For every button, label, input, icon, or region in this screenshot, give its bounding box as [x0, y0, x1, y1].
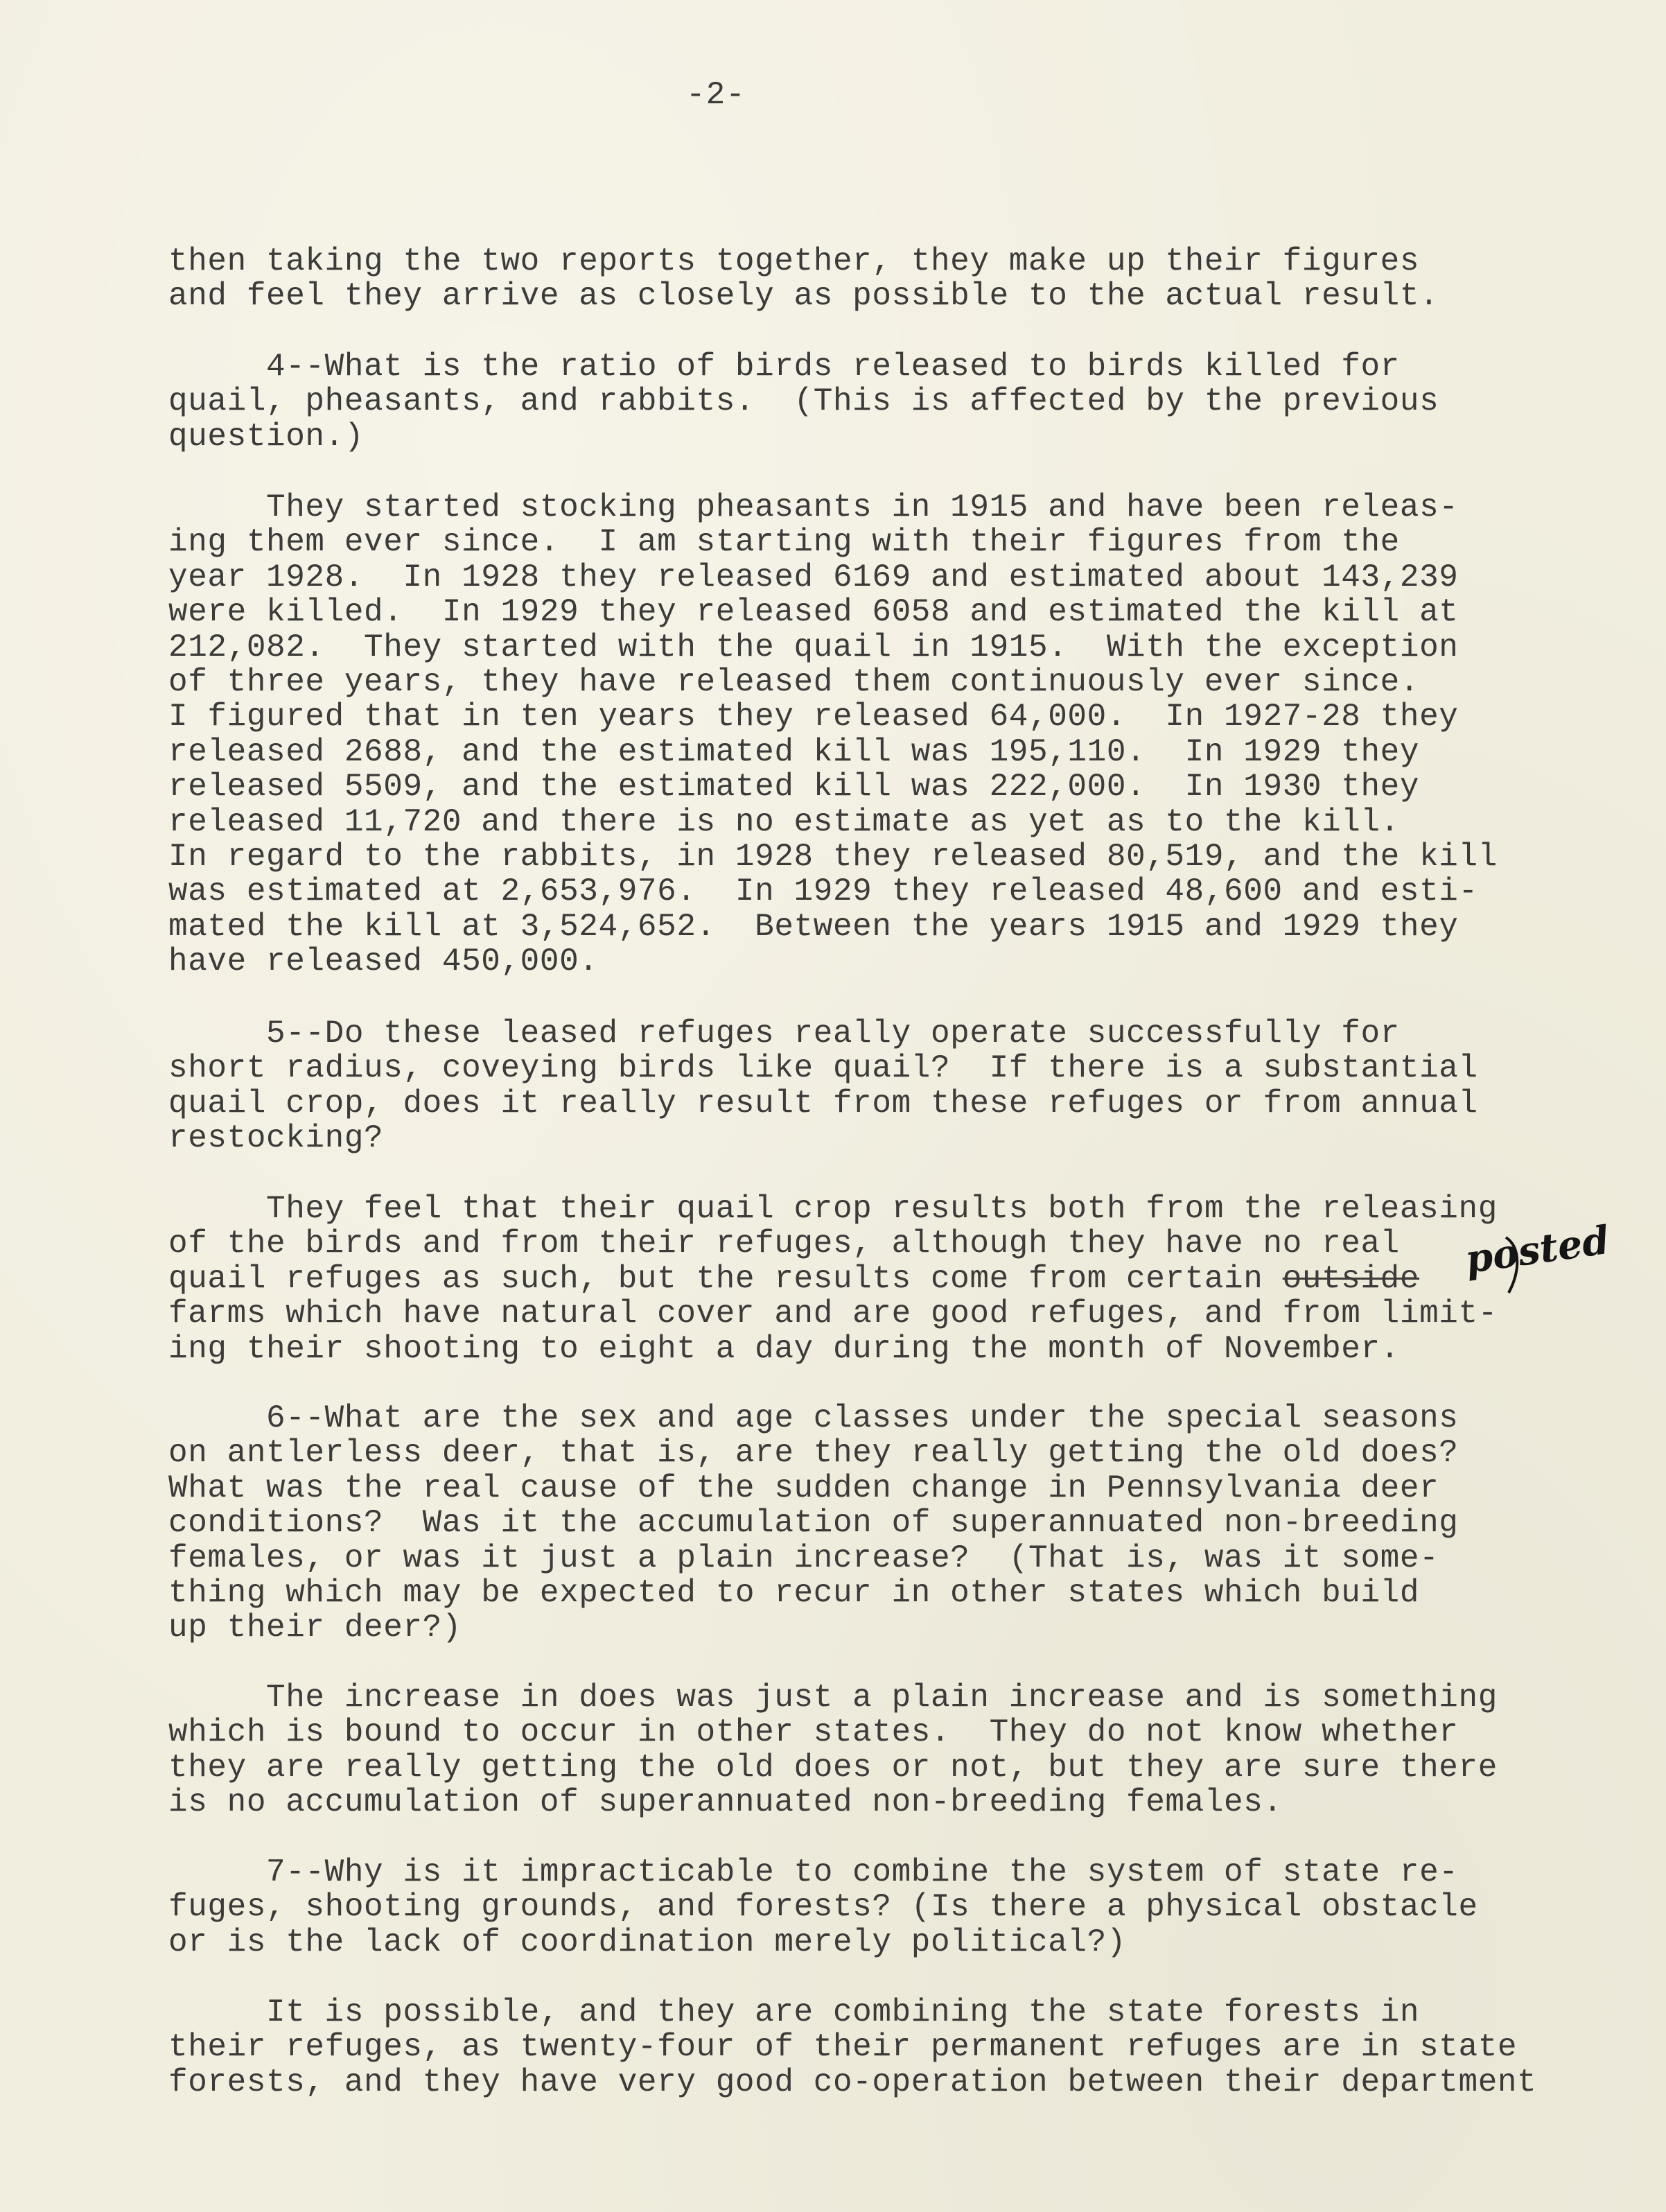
- text-line: mated the kill at 3,524,652. Between the years 1915 and 1929 they: [168, 908, 1459, 945]
- text-line: They feel that their quail crop results both from the releasing: [168, 1191, 1498, 1227]
- answer-4: [168, 490, 1610, 979]
- question-7: [168, 1855, 1610, 1960]
- text-line: were killed. In 1929 they released 6058 and estimated the kill at: [168, 594, 1459, 631]
- text-line: ing them ever since. I am starting with their figures from the: [168, 524, 1400, 561]
- text-line: fuges, shooting grounds, and forests? (Is there a physical obstacle: [168, 1889, 1478, 1926]
- text-fragment: quail refuges as such, but the results come from certain: [168, 1260, 1283, 1297]
- text-line: of the birds and from their refuges, although they have no real: [168, 1226, 1400, 1262]
- text-line: up their deer?): [168, 1610, 462, 1646]
- text-line: which is bound to occur in other states. They do not know whether: [168, 1714, 1459, 1751]
- text-line: ing their shooting to eight a day during the month of November.: [168, 1330, 1400, 1367]
- text-line: 4--What is the ratio of birds released to birds killed for: [168, 349, 1400, 385]
- text-line: forests, and they have very good co-operation between their department: [168, 2064, 1537, 2100]
- text-line: and feel they arrive as closely as possible to the actual result.: [168, 278, 1439, 315]
- paragraph-continuation: [168, 244, 1610, 314]
- handwritten-insertion: posted: [1462, 1217, 1613, 1283]
- text-line: 212,082. They started with the quail in 1915. With the exception: [168, 629, 1459, 665]
- text-line: conditions? Was it the accumulation of superannuated non-breeding: [168, 1505, 1459, 1542]
- answer-5: [168, 1191, 1613, 1367]
- text-line: then taking the two reports together, they make up their figures: [168, 243, 1420, 279]
- text-line: released 11,720 and there is no estimate as yet as to the kill.: [168, 803, 1400, 840]
- text-line: 6--What are the sex and age classes under the special seasons: [168, 1400, 1459, 1436]
- text-line: their refuges, as twenty-four of their permanent refuges are in state: [168, 2029, 1518, 2066]
- page-number: -2-: [686, 77, 746, 113]
- question-6: [168, 1401, 1610, 1646]
- text-line: or is the lack of coordination merely political?): [168, 1924, 1127, 1960]
- struck-word: outside: [1282, 1260, 1420, 1297]
- text-line: females, or was it just a plain increase? (That is, was it some-: [168, 1540, 1439, 1576]
- text-line: quail, pheasants, and rabbits. (This is affected by the previous: [168, 383, 1439, 420]
- text-line: What was the real cause of the sudden change in Pennsylvania deer: [168, 1470, 1439, 1506]
- text-line: have released 450,000.: [168, 943, 599, 980]
- text-line: year 1928. In 1928 they released 6169 and estimated about 143,239: [168, 559, 1459, 595]
- text-line: The increase in does was just a plain increase and is something: [168, 1680, 1498, 1716]
- text-line: thing which may be expected to recur in other states which build: [168, 1575, 1420, 1612]
- text-line: They started stocking pheasants in 1915 and have been releas-: [168, 489, 1459, 525]
- text-line-with-correction: [168, 1262, 1610, 1296]
- text-line: on antlerless deer, that is, are they really getting the old does?: [168, 1435, 1459, 1472]
- text-line: was estimated at 2,653,976. In 1929 they released 48,600 and esti-: [168, 873, 1478, 910]
- text-line: question.): [168, 418, 365, 455]
- text-line: is no accumulation of superannuated non-breeding females.: [168, 1784, 1283, 1821]
- answer-7: [168, 1995, 1610, 2100]
- text-line: released 5509, and the estimated kill was 222,000. In 1930 they: [168, 769, 1420, 805]
- question-5: [168, 1016, 1610, 1156]
- text-line: farms which have natural cover and are good refuges, and from limit-: [168, 1296, 1498, 1332]
- text-line: quail crop, does it really result from these refuges or from annual: [168, 1085, 1478, 1122]
- text-line: 5--Do these leased refuges really operate successfully for: [168, 1016, 1400, 1052]
- text-line: It is possible, and they are combining the state forests in: [168, 1994, 1420, 2030]
- text-line: released 2688, and the estimated kill was 195,110. In 1929 they: [168, 733, 1420, 770]
- text-line: 7--Why is it impracticable to combine the system of state re-: [168, 1854, 1459, 1890]
- question-4: [168, 349, 1610, 454]
- text-line: of three years, they have released them continuously ever since.: [168, 664, 1420, 701]
- text-line: restocking?: [168, 1120, 384, 1157]
- text-line: short radius, coveying birds like quail? If there is a substantial: [168, 1050, 1478, 1087]
- text-line: I figured that in ten years they released 64,000. In 1927-28 they: [168, 699, 1459, 735]
- answer-6: [168, 1680, 1610, 1820]
- text-line: In regard to the rabbits, in 1928 they released 80,519, and the kill: [168, 839, 1498, 876]
- text-line: they are really getting the old does or not, but they are sure there: [168, 1749, 1498, 1786]
